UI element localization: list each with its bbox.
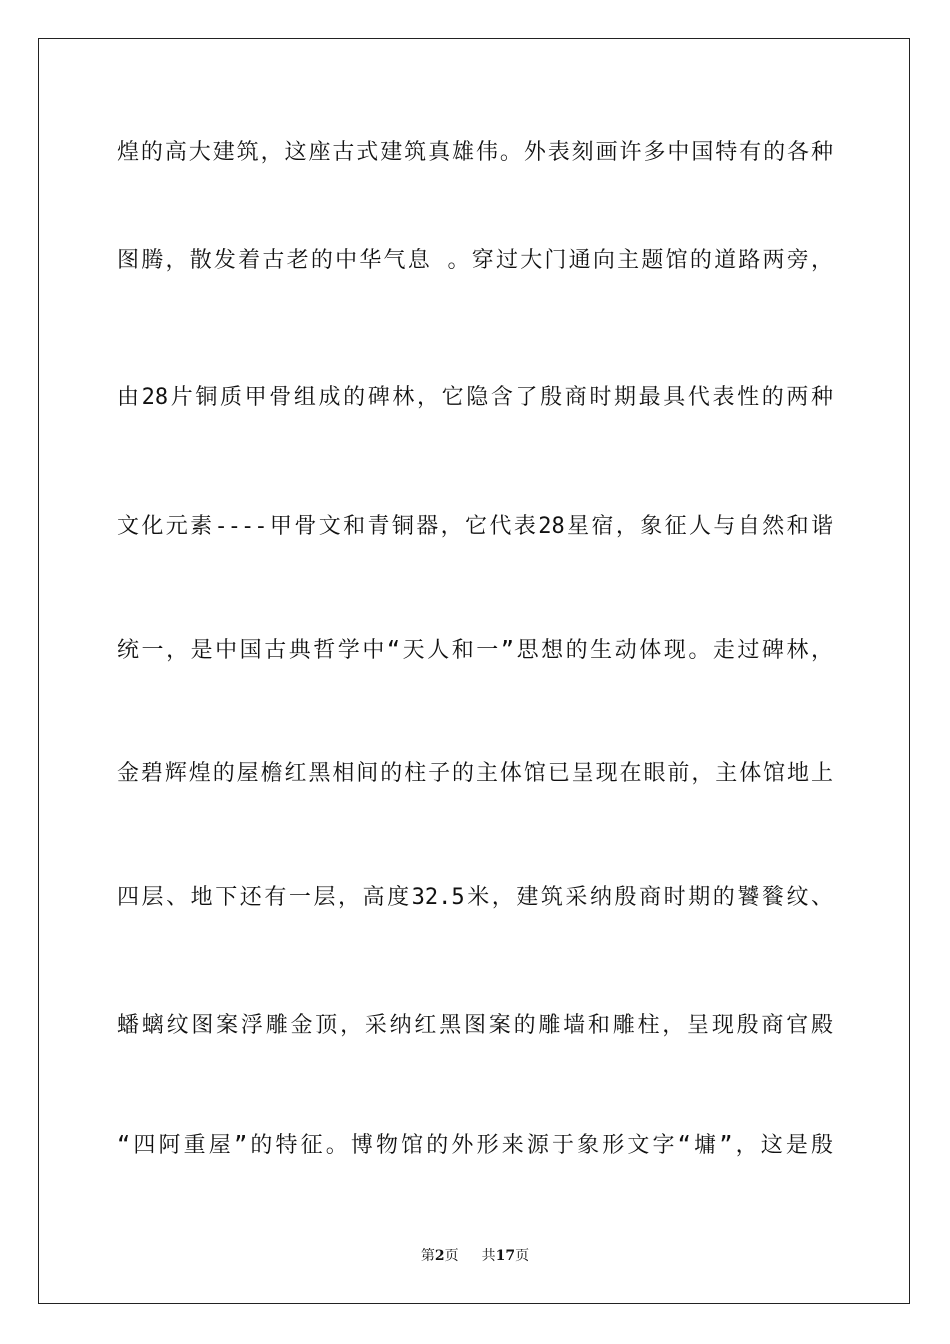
total-pages: 17 [495, 1248, 516, 1264]
text-line: 文化元素----甲骨文和青铜器，它代表28星宿，象征人与自然和谐 [117, 514, 833, 539]
page-prefix: 第 [420, 1248, 435, 1264]
page-suffix: 页 [444, 1248, 459, 1264]
text-line: 统一，是中国古典哲学中“天人和一”思想的生动体现。走过碑林， [117, 638, 833, 663]
text-line: “四阿重屋”的特征。博物馆的外形来源于象形文字“墉”，这是殷 [117, 1133, 833, 1158]
text-line: 图腾，散发着古老的中华气息 。穿过大门通向主题馆的道路两旁， [117, 248, 833, 273]
page-number: 2 [434, 1248, 445, 1264]
total-suffix: 页 [515, 1248, 530, 1264]
text-line: 煌的高大建筑，这座古式建筑真雄伟。外表刻画许多中国特有的各种 [117, 140, 833, 165]
text-line: 四层、地下还有一层，高度32.5米，建筑采纳殷商时期的饕餮纹、 [117, 885, 833, 910]
total-prefix: 共 [481, 1248, 496, 1264]
page-footer [0, 1247, 950, 1265]
text-line: 蟠螭纹图案浮雕金顶，采纳红黑图案的雕墙和雕柱，呈现殷商官殿 [117, 1013, 833, 1038]
text-line: 金碧辉煌的屋檐红黑相间的柱子的主体馆已呈现在眼前，主体馆地上 [117, 761, 833, 786]
text-line: 由28片铜质甲骨组成的碑林，它隐含了殷商时期最具代表性的两种 [117, 385, 833, 410]
